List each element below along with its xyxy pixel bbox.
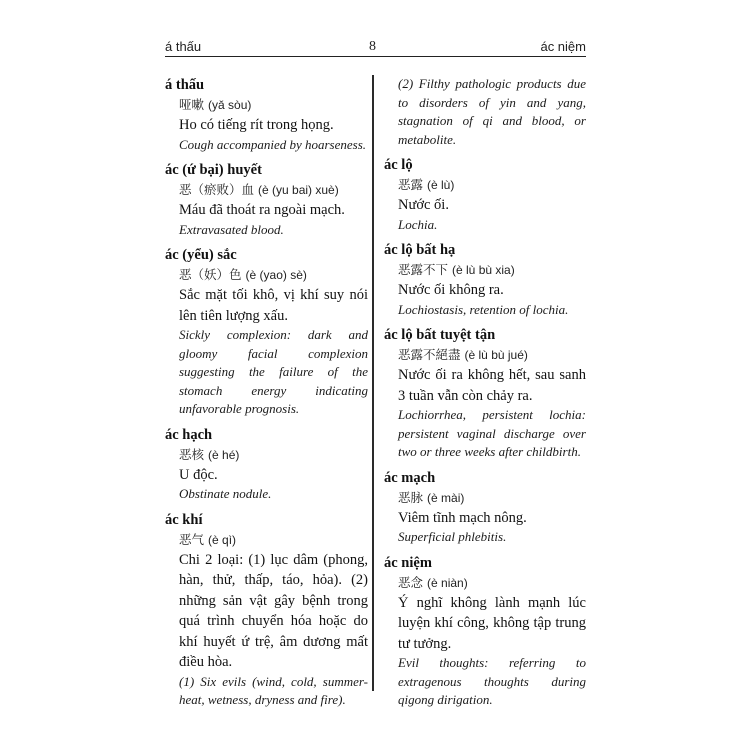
entry-vietnamese: Nước ối. [398,197,449,213]
entry-vietnamese: Ho có tiếng rít trong họng. [179,117,334,133]
entry-headword: ác (yểu) sắc [165,247,237,263]
entry-chinese [384,260,586,280]
entry-vietnamese: Nước ối ra không hết, sau sanh 3 tuần vẫn còn chảy ra. [398,367,586,404]
right-column [384,75,586,716]
entry-english: Lochiostasis, retention of lochia. [398,301,569,317]
entry-headword: ác (ứ bại) huyết [165,162,262,178]
entry-vietnamese: U độc. [179,466,218,483]
pinyin: (è lù bù xia) [452,263,515,277]
chinese-characters: 恶露不絕盡 [398,347,461,362]
entry-english: Superficial phlebitis. [398,529,507,544]
dictionary-entry [384,240,586,319]
entry-chinese [384,345,586,365]
entry-vietnamese: Sắc mặt tối khô, vị khí suy nói lên tiên lượng xấu. [179,287,368,324]
entry-english: Evil thoughts: referring to extragenous thoughts during qigong dirigation. [398,655,586,707]
entry-vietnamese: Ý nghĩ không lành mạnh lúc luyện khí công, không tập trung tư tưởng. [398,594,586,652]
chinese-characters: 恶脉 [398,489,424,505]
entry-chinese [165,530,368,550]
entry-headword: ác lộ bất hạ [384,242,456,258]
pinyin: (yǎ sòu) [208,98,252,112]
entry-headword: ác lộ [384,157,413,173]
left-column [165,75,368,716]
dictionary-entry [384,553,586,710]
guide-word-last: ác niệm [540,39,586,54]
dictionary-entry [384,155,586,234]
entry-headword: ác niệm [384,554,432,571]
guide-word-first: á thấu [165,39,202,54]
entry-english: Obstinate nodule. [179,486,272,501]
chinese-characters: 哑嗽 [179,97,205,112]
dictionary-entry [165,160,368,239]
chinese-characters: 恶（瘀败）血 [179,182,255,197]
pinyin: (è lù bù jué) [464,348,528,362]
chinese-characters: 恶气 [179,531,205,547]
entry-english: Lochiorrhea, persistent lochia: persistent vaginal discharge over two or three weeks after childbirth. [398,407,586,459]
chinese-characters: 恶露 [398,177,424,192]
pinyin: (è qì) [208,532,237,547]
entry-headword: ác hạch [165,426,213,443]
dictionary-entry [384,468,586,547]
entry-headword: ác khí [165,511,203,528]
dictionary-entry [165,425,368,504]
chinese-characters: 恶核 [179,446,205,462]
page-number: 8 [369,39,376,54]
entry-chinese [384,573,586,593]
entry-chinese [165,95,368,115]
chinese-characters: 恶念 [398,574,424,590]
pinyin: (è niàn) [427,575,468,590]
chinese-characters: 恶露不下 [398,262,449,277]
entry-headword: ác mạch [384,469,436,486]
dictionary-page [165,38,586,707]
entry-english: Cough accompanied by hoarseness. [179,136,367,152]
pinyin: (è (yao) sè) [245,268,307,282]
dictionary-entry [165,245,368,419]
chinese-characters: 恶（妖）色 [179,267,242,282]
entry-english: Sickly complexion: dark and gloomy facial complexion suggesting the failure of the stomach energy indicating unfavorable prognosis. [179,327,368,416]
dictionary-entry [165,75,368,154]
two-column-body [165,75,586,707]
pinyin: (è lù) [427,178,455,192]
entry-english: Extravasated blood. [179,221,284,237]
running-header [165,38,586,57]
entry-headword: ác lộ bất tuyệt tận [384,327,496,343]
entry-vietnamese: Máu đã thoát ra ngoài mạch. [179,202,345,218]
dictionary-entry [165,510,368,710]
pinyin: (è (yu bai) xuè) [258,183,339,197]
entry-chinese [165,445,368,465]
entry-vietnamese: Chi 2 loại: (1) lục dâm (phong, hàn, thử, thấp, táo, hỏa). (2) những sản vật gây bệnh trong quá trình chuyển hóa hoặc do khí huyết ứ trệ, âm dương mất điều hòa. [179,551,368,670]
pinyin: (è hé) [208,447,240,462]
column-divider-rule [372,75,374,691]
entry-chinese [384,175,586,195]
entry-vietnamese: Nước ối không ra. [398,282,504,298]
dictionary-entry [384,325,586,462]
entry-continuation-english: (2) Filthy pathologic products due to disorders of yin and yang, stagnation of qi and blood, or metabolite. [398,76,586,147]
pinyin: (è mài) [427,490,465,505]
entry-chinese [165,180,368,200]
entry-chinese [384,488,586,508]
entry-english: Lochia. [398,216,438,232]
entry-english: (1) Six evils (wind, cold, summer-heat, wetness, dryness and fire). [179,673,368,707]
entry-headword: á thấu [165,77,205,93]
entry-vietnamese: Viêm tĩnh mạch nông. [398,509,527,526]
entry-chinese [165,265,368,285]
